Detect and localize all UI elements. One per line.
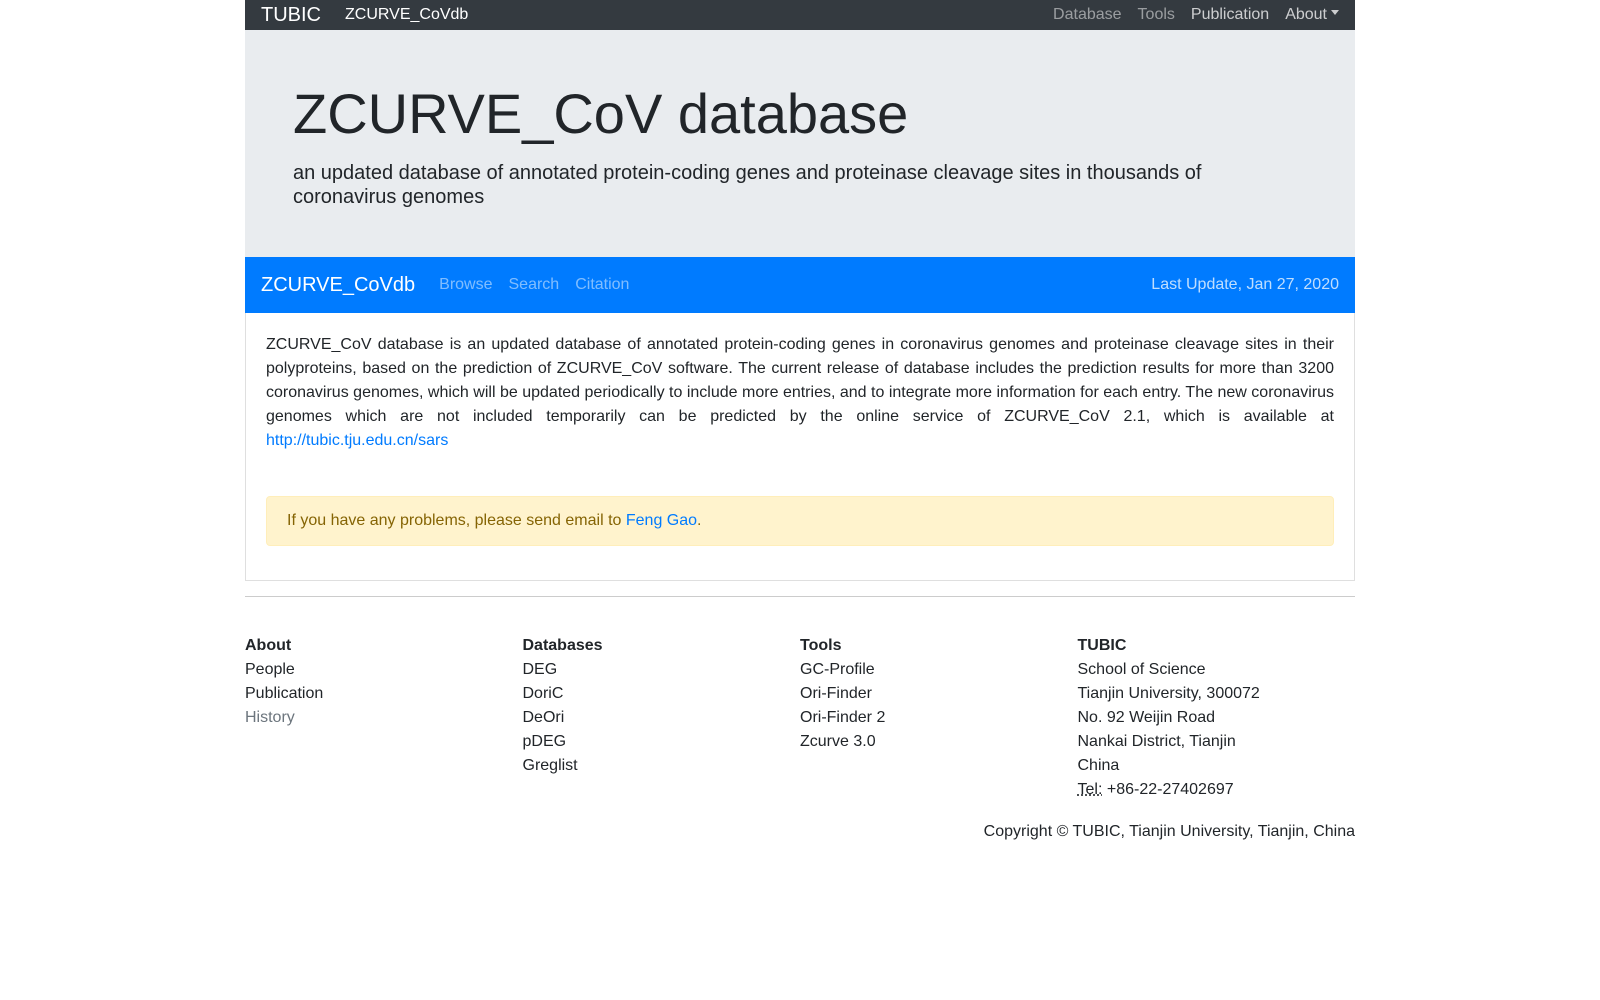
- content-card: [245, 313, 1355, 581]
- nav-publication[interactable]: Publication: [1190, 6, 1270, 23]
- tel-label: Tel:: [1077, 781, 1103, 798]
- footer-tools-column: [800, 634, 1078, 802]
- divider: [245, 596, 1355, 597]
- page-lead: an updated database of annotated protein-coding genes and proteinase cleavage sites in thousands of coronavirus genomes: [293, 162, 1202, 209]
- footer-databases-heading: Databases: [522, 637, 603, 654]
- footer-about-heading: About: [245, 637, 292, 654]
- address-line: School of Science: [1077, 661, 1206, 678]
- footer-link-people[interactable]: People: [245, 661, 295, 678]
- contact-alert: [266, 496, 1334, 546]
- feng-gao-email-link[interactable]: Feng Gao: [625, 512, 698, 529]
- footer-link-deg[interactable]: DEG: [522, 661, 558, 678]
- nav-browse[interactable]: Browse: [439, 276, 493, 293]
- description-paragraph: [266, 333, 1334, 453]
- last-update-text: Last Update, Jan 27, 2020: [1151, 276, 1339, 293]
- footer-link-doric[interactable]: DoriC: [522, 685, 564, 702]
- nav-database[interactable]: Database: [1053, 6, 1122, 23]
- address-line: China: [1077, 757, 1120, 774]
- jumbotron: [245, 30, 1355, 257]
- footer-link-ori-finder[interactable]: Ori-Finder: [800, 685, 873, 702]
- footer-link-greglist[interactable]: Greglist: [522, 757, 578, 774]
- footer-link-gc-profile[interactable]: GC-Profile: [800, 661, 875, 678]
- footer-tools-heading: Tools: [800, 637, 842, 654]
- copyright: Copyright © TUBIC, Tianjin University, Tianjin, China: [983, 823, 1355, 840]
- page-title: ZCURVE_CoV database: [293, 82, 909, 145]
- nav-about-label: About: [1285, 6, 1327, 23]
- footer-link-deori[interactable]: DeOri: [522, 709, 565, 726]
- nav-tools[interactable]: Tools: [1137, 6, 1175, 23]
- address-line: Tianjin University, 300072: [1077, 685, 1260, 702]
- footer-link-publication[interactable]: Publication: [245, 685, 324, 702]
- footer: [245, 634, 1355, 802]
- telephone: [1078, 778, 1356, 802]
- nav-about-dropdown[interactable]: [1285, 0, 1339, 30]
- sars-link[interactable]: http://tubic.tju.edu.cn/sars: [266, 432, 449, 449]
- footer-link-ori-finder-2[interactable]: Ori-Finder 2: [800, 709, 886, 726]
- nav-search[interactable]: Search: [508, 276, 560, 293]
- footer-tubic-column: [1078, 634, 1356, 802]
- description-text: ZCURVE_CoV database is an updated database of annotated protein-coding genes in coronavirus genomes and proteinase cleavage sites in their polyproteins, based on the prediction of ZCURVE_CoV software. The current release of database includes the prediction results for more than 3200 coronavirus genomes, which will be updated periodically to include more entries, and to integrate more information for each entry. The new coronavirus genomes which are not included temporarily can be predicted by the online service of ZCURVE_CoV 2.1, which is available at: [266, 336, 1334, 425]
- nav-citation[interactable]: Citation: [575, 276, 630, 293]
- footer-tubic-heading: TUBIC: [1077, 637, 1127, 654]
- alert-suffix: .: [697, 512, 702, 529]
- address-line: No. 92 Weijin Road: [1077, 709, 1216, 726]
- alert-text: If you have any problems, please send email to: [287, 512, 622, 529]
- zcurve-covdb-link[interactable]: ZCURVE_CoVdb: [345, 6, 469, 23]
- tubic-brand-link[interactable]: TUBIC: [261, 4, 321, 26]
- footer-about-column: [245, 634, 523, 802]
- footer-link-history[interactable]: History: [245, 709, 295, 726]
- footer-databases-column: [523, 634, 801, 802]
- tel-number: +86-22-27402697: [1106, 781, 1234, 798]
- secondary-navbar: [245, 257, 1355, 313]
- caret-down-icon: [1331, 10, 1339, 15]
- footer-link-pdeg[interactable]: pDEG: [522, 733, 567, 750]
- top-navbar: [245, 0, 1355, 30]
- covdb-brand-link[interactable]: ZCURVE_CoVdb: [261, 273, 416, 296]
- footer-link-zcurve-3[interactable]: Zcurve 3.0: [800, 733, 876, 750]
- address-line: Nankai District, Tianjin: [1077, 733, 1236, 750]
